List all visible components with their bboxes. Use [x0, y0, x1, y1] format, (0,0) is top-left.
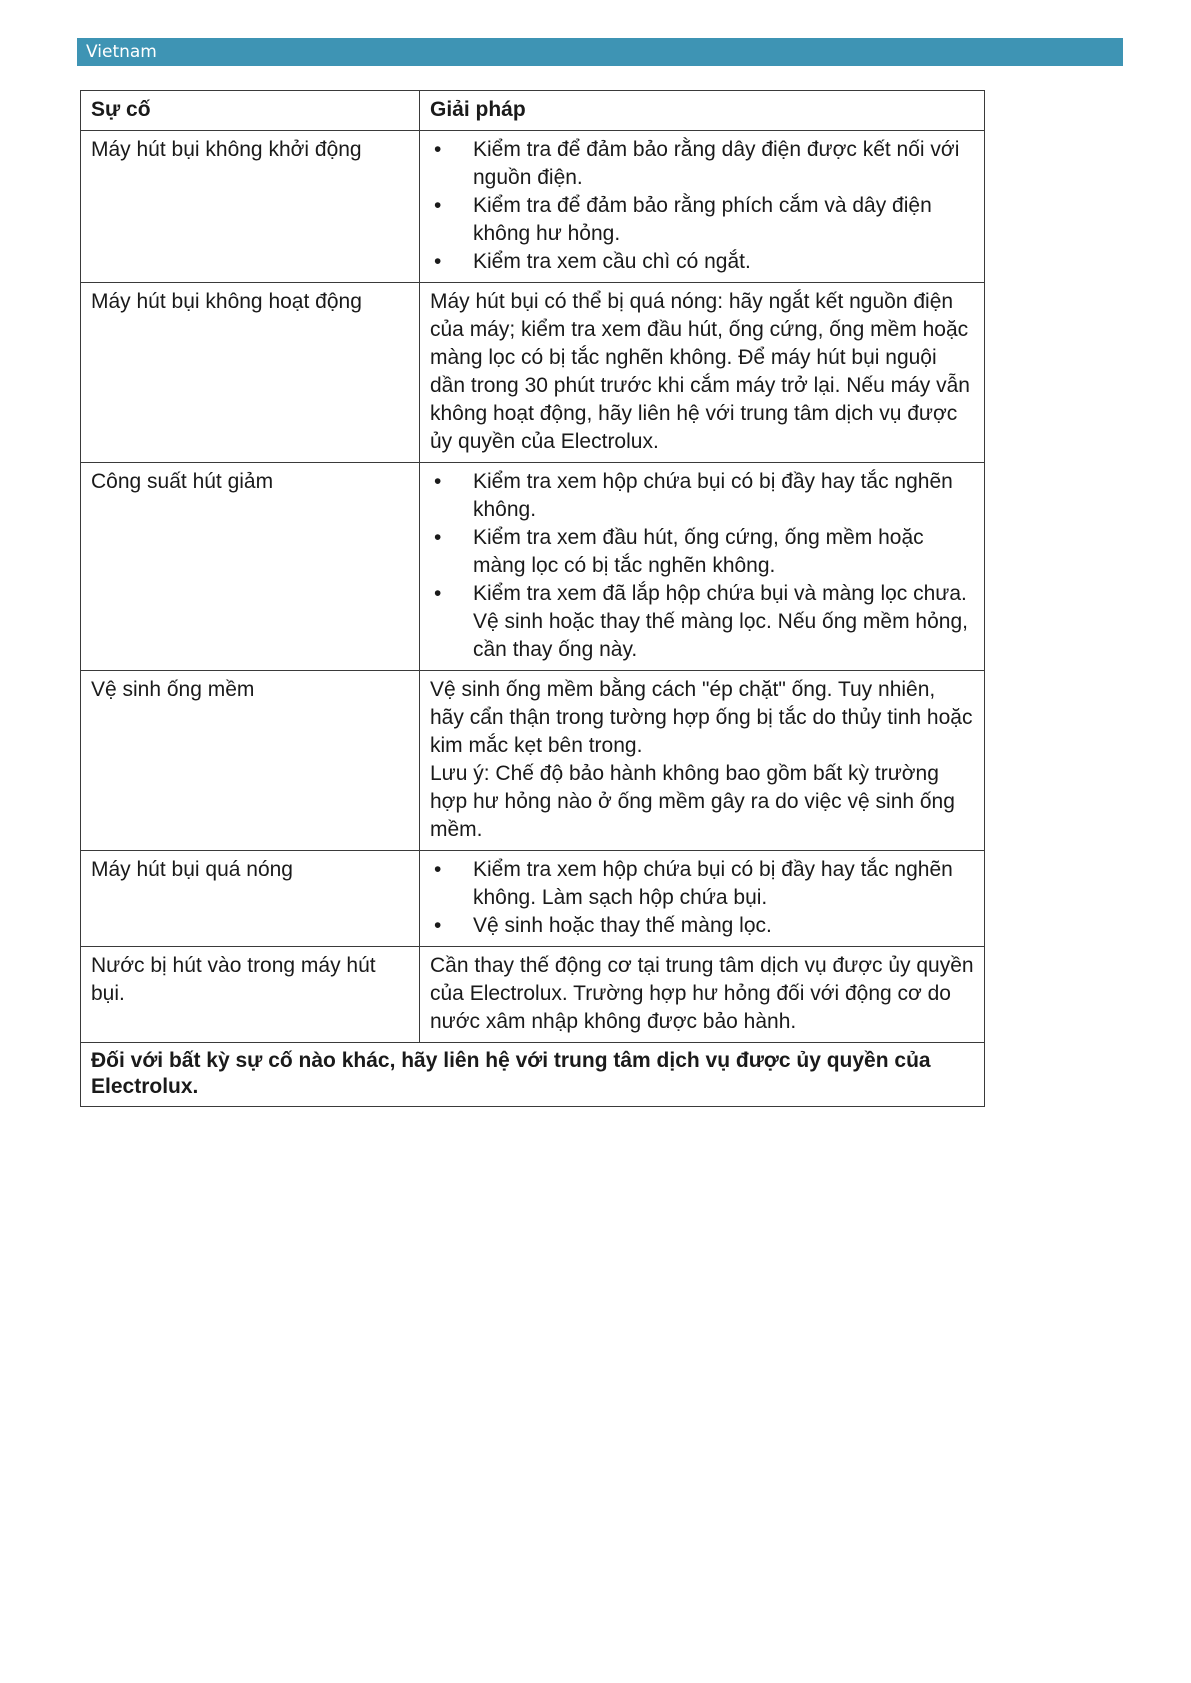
solution-text: Kiểm tra để đảm bảo rằng dây điện được kết nối với nguồn điện. — [473, 138, 960, 189]
bullet-icon: • — [434, 194, 442, 217]
bullet-icon: • — [434, 470, 442, 493]
solution-cell — [420, 671, 985, 851]
list-item — [430, 856, 974, 912]
solution-list — [430, 856, 974, 940]
solution-text: Kiểm tra xem đã lắp hộp chứa bụi và màng lọc chưa. Vệ sinh hoặc thay thế màng lọc. Nếu ống mềm hỏng, cần thay ống này. — [473, 582, 968, 661]
language-header-bar — [77, 38, 1123, 66]
bullet-icon: • — [434, 582, 442, 605]
bullet-icon: • — [434, 138, 442, 161]
table-row — [81, 463, 985, 671]
table-footer-row — [81, 1043, 985, 1107]
table-row — [81, 283, 985, 463]
solution-cell — [420, 463, 985, 671]
problem-cell: Vệ sinh ống mềm — [81, 671, 420, 851]
solution-cell — [420, 947, 985, 1043]
footer-note: Đối với bất kỳ sự cố nào khác, hãy liên hệ với trung tâm dịch vụ được ủy quyền của Electrolux. — [81, 1043, 985, 1107]
bullet-icon: • — [434, 526, 442, 549]
troubleshooting-table — [80, 90, 985, 1107]
solution-text: Kiểm tra xem cầu chì có ngắt. — [473, 250, 751, 273]
problem-cell: Máy hút bụi không hoạt động — [81, 283, 420, 463]
table-row — [81, 671, 985, 851]
list-item — [430, 248, 974, 276]
list-item — [430, 136, 974, 192]
problem-cell: Máy hút bụi không khởi động — [81, 131, 420, 283]
list-item — [430, 468, 974, 524]
bullet-icon: • — [434, 914, 442, 937]
table-header-row — [81, 91, 985, 131]
column-header-solution: Giải pháp — [420, 91, 985, 131]
solution-text: Vệ sinh hoặc thay thế màng lọc. — [473, 914, 772, 937]
solution-text: Kiểm tra xem hộp chứa bụi có bị đầy hay tắc nghẽn không. — [473, 470, 953, 521]
bullet-icon: • — [434, 858, 442, 881]
solution-list — [430, 136, 974, 276]
problem-cell: Máy hút bụi quá nóng — [81, 851, 420, 947]
warranty-note: Lưu ý: Chế độ bảo hành không bao gồm bất kỳ trường hợp hư hỏng nào ở ống mềm gây ra do việc vệ sinh ống mềm. — [430, 762, 955, 841]
solution-cell — [420, 851, 985, 947]
solution-text: Vệ sinh ống mềm bằng cách "ép chặt" ống. Tuy nhiên, hãy cẩn thận trong tường hợp ống bị tắc do thủy tinh hoặc kim mắc kẹt bên trong. — [430, 678, 973, 757]
table-row — [81, 947, 985, 1043]
list-item — [430, 524, 974, 580]
solution-text: Kiểm tra xem hộp chứa bụi có bị đầy hay tắc nghẽn không. Làm sạch hộp chứa bụi. — [473, 858, 953, 909]
bullet-icon: • — [434, 250, 442, 273]
column-header-problem: Sự cố — [81, 91, 420, 131]
list-item — [430, 192, 974, 248]
list-item — [430, 580, 974, 664]
solution-text: Cần thay thế động cơ tại trung tâm dịch vụ được ủy quyền của Electrolux. Trường hợp hư hỏng đối với động cơ do nước xâm nhập không được bảo hành. — [430, 954, 974, 1033]
list-item — [430, 912, 974, 940]
table-row — [81, 851, 985, 947]
problem-cell: Nước bị hút vào trong máy hút bụi. — [81, 947, 420, 1043]
language-label: Vietnam — [86, 42, 157, 62]
solution-cell — [420, 131, 985, 283]
table-row — [81, 131, 985, 283]
solution-list — [430, 468, 974, 664]
problem-cell: Công suất hút giảm — [81, 463, 420, 671]
solution-text: Kiểm tra xem đầu hút, ống cứng, ống mềm hoặc màng lọc có bị tắc nghẽn không. — [473, 526, 924, 577]
solution-text: Máy hút bụi có thể bị quá nóng: hãy ngắt kết nguồn điện của máy; kiểm tra xem đầu hút, ống cứng, ống mềm hoặc màng lọc có bị tắc nghẽn không. Để máy hút bụi nguội dần trong 30 phút trước khi cắm máy trở lại. Nếu máy vẫn không hoạt động, hãy liên hệ với trung tâm dịch vụ được ủy quyền của Electrolux. — [430, 290, 970, 453]
solution-text: Kiểm tra để đảm bảo rằng phích cắm và dây điện không hư hỏng. — [473, 194, 932, 245]
solution-cell — [420, 283, 985, 463]
